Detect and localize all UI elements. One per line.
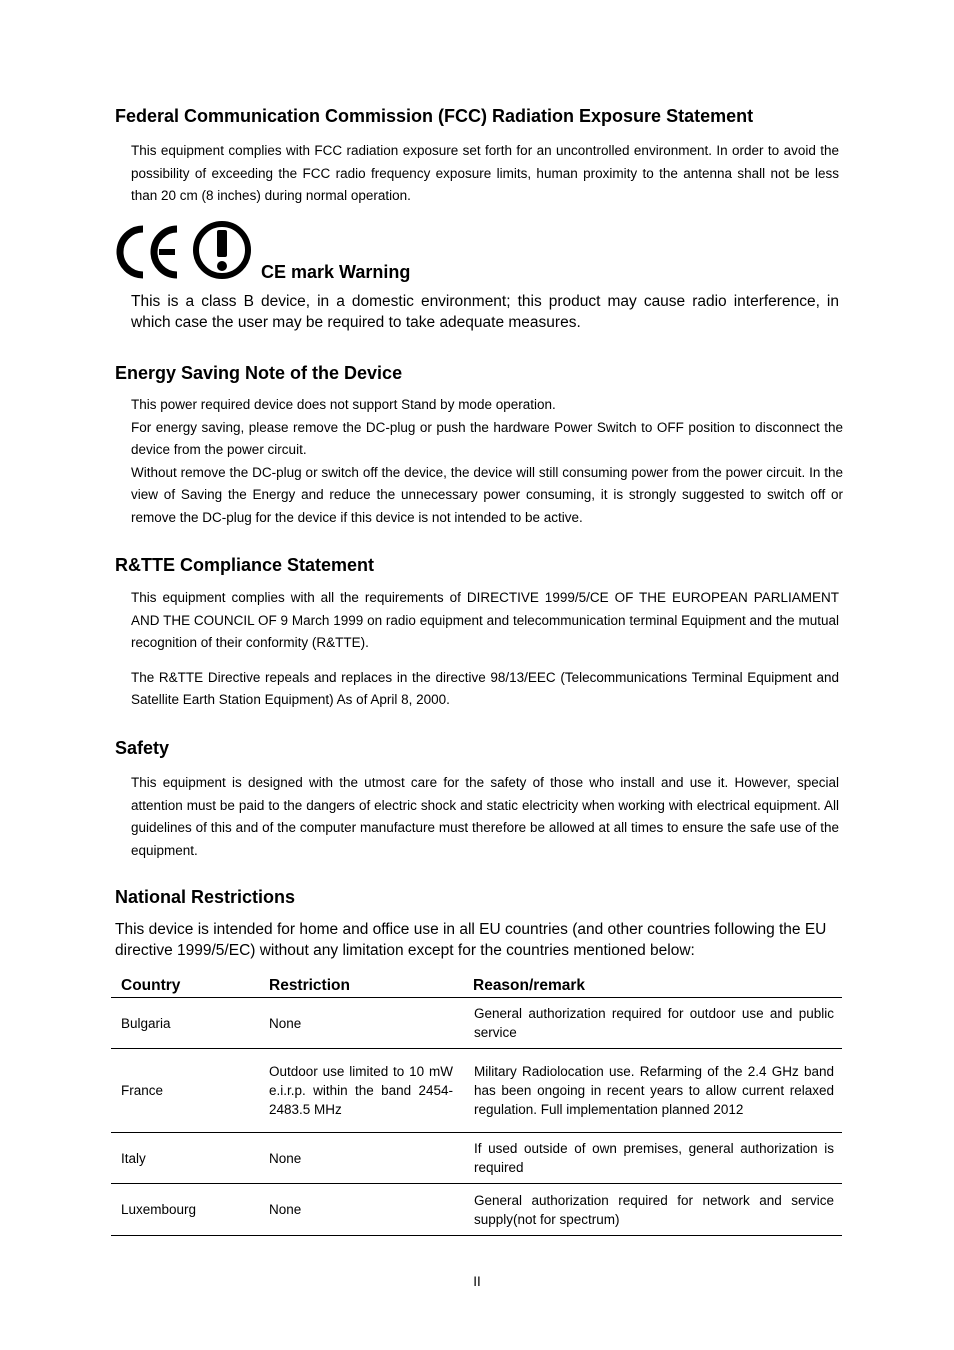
table-header-row <box>111 972 842 998</box>
country-cell: Bulgaria <box>111 998 259 1049</box>
safety-text: This equipment is designed with the utmost care for the safety of those who install and use it. However, special attention must be paid to the dangers of electric shock and static electricity when working with electrical equipment. All guidelines of this and of the computer manufacture must therefore be allowed at all times to ensure the safe use of the equipment. <box>131 775 839 858</box>
ce-alert-mark-icon <box>113 220 253 282</box>
restriction-cell: Outdoor use limited to 10 mW e.i.r.p. within the band 2454-2483.5 MHz <box>259 1049 463 1133</box>
header-restriction: Restriction <box>259 972 463 998</box>
reason-cell: General authorization required for outdoor use and public service <box>463 998 842 1049</box>
page-number: II <box>473 1274 481 1289</box>
country-cell: Luxembourg <box>111 1184 259 1236</box>
table-row <box>111 1184 842 1236</box>
fcc-heading: Federal Communication Commission (FCC) Radiation Exposure Statement <box>115 106 754 126</box>
reason-cell: If used outside of own premises, general authorization is required <box>463 1133 842 1184</box>
restriction-cell: None <box>259 1133 463 1184</box>
rtte-heading: R&TTE Compliance Statement <box>115 555 375 575</box>
energy-text: This power required device does not support Stand by mode operation. For energy saving, please remove the DC-plug or push the hardware Power Switch to OFF position to disconnect the device from the power circuit. Without remove the DC-plug or switch off the device, the device will still consuming power from the power circuit. In the view of Saving the Energy and reduce the unnecessary power consuming, it is strongly suggested to switch off or remove the DC-plug for the device if this device is not intended to be active. <box>131 397 843 525</box>
country-cell: Italy <box>111 1133 259 1184</box>
ce-warning-text: This is a class B device, in a domestic environment; this product may cause radio interference, in which case the user may be required to take adequate measures. <box>131 293 839 331</box>
fcc-text: This equipment complies with FCC radiation exposure set forth for an uncontrolled environment. In order to avoid the possibility of exceeding the FCC radio frequency exposure limits, human proximity to the antenna shall not be less than 20 cm (8 inches) during normal operation. <box>131 143 839 203</box>
header-country: Country <box>111 972 259 998</box>
table-row <box>111 998 842 1049</box>
country-cell: France <box>111 1049 259 1133</box>
table-row <box>111 1133 842 1184</box>
header-reason: Reason/remark <box>463 972 842 998</box>
energy-heading: Energy Saving Note of the Device <box>115 363 403 383</box>
national-heading: National Restrictions <box>115 887 296 907</box>
national-intro: This device is intended for home and office use in all EU countries (and other countries following the EU directive 1999/5/EC) without any limitation except for the countries mentioned below: <box>115 921 827 959</box>
safety-heading: Safety <box>115 738 170 758</box>
reason-cell: Military Radiolocation use. Refarming of the 2.4 GHz band has been ongoing in recent years to allow current relaxed regulation. Full implementation planned 2012 <box>463 1049 842 1133</box>
reason-cell: General authorization required for network and service supply(not for spectrum) <box>463 1184 842 1236</box>
restriction-cell: None <box>259 998 463 1049</box>
restrictions-table <box>111 972 842 1236</box>
table-row <box>111 1049 842 1133</box>
ce-warning-heading: CE mark Warning <box>261 262 411 282</box>
restriction-cell: None <box>259 1184 463 1236</box>
rtte-text: This equipment complies with all the requirements of DIRECTIVE 1999/5/CE OF THE EUROPEAN PARLIAMENT AND THE COUNCIL OF 9 March 1999 on radio equipment and telecommunication terminal Equipment and the mutual recognition of their conformity (R&TTE). The R&TTE Directive repeals and replaces in the directive 98/13/EEC (Telecommunications Terminal Equipment and Satellite Earth Station Equipment) As of April 8, 2000. <box>131 590 839 707</box>
